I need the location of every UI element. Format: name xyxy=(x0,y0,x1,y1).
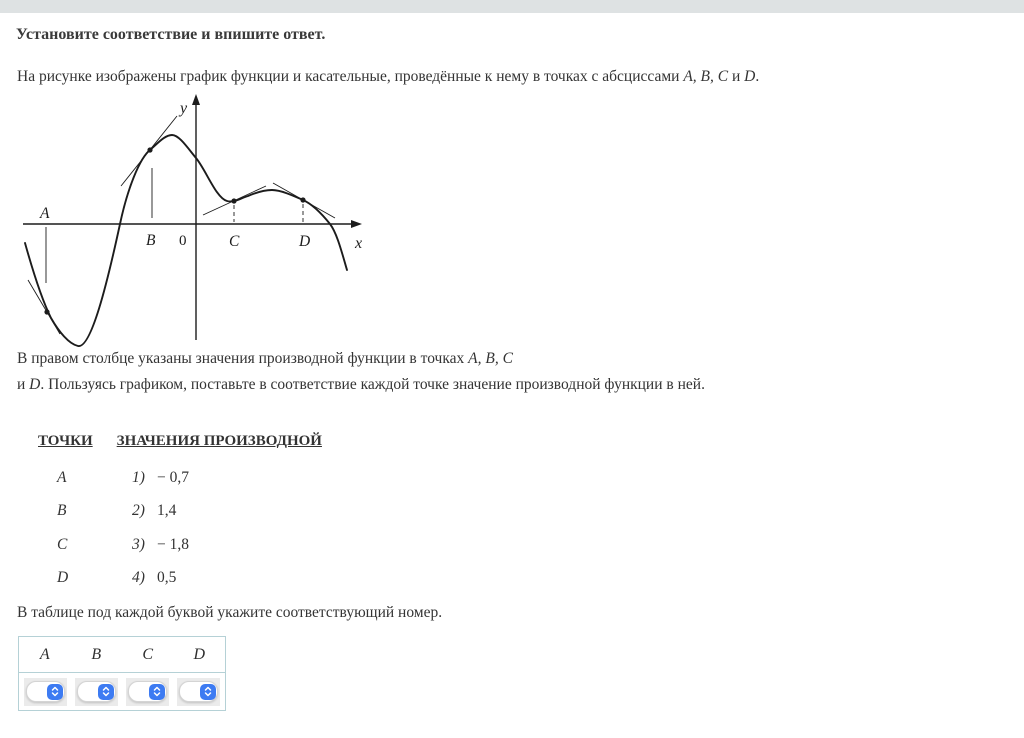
match-number: 3) xyxy=(132,536,145,553)
answer-table-header-row xyxy=(19,637,225,673)
match-value: − 0,7 xyxy=(157,469,189,486)
up-down-chevrons-icon xyxy=(102,686,110,697)
match-letter: A xyxy=(57,469,67,486)
answer-table-input-row xyxy=(19,673,225,710)
intro-text: На рисунке изображены график функции и касательные, проведённые к нему в точках с абсциссами xyxy=(17,68,684,85)
point-a-label: A xyxy=(40,205,50,222)
answer-header-d: D xyxy=(193,645,206,663)
answer-cell-a xyxy=(24,678,67,706)
up-down-chevrons-icon xyxy=(204,686,212,697)
function-graph-figure xyxy=(15,88,375,350)
origin-label: 0 xyxy=(179,233,187,249)
page-title: Установите соответствие и впишите ответ. xyxy=(16,26,326,43)
answer-header-a: A xyxy=(39,645,50,663)
answer-select-d[interactable] xyxy=(179,681,218,702)
answer-instruction: В таблице под каждой буквой укажите соответствующий номер. xyxy=(17,604,443,621)
tangent-line-a xyxy=(28,280,60,334)
point-c-dot xyxy=(231,198,236,203)
answer-cell-b xyxy=(75,678,118,706)
match-row-c xyxy=(38,536,378,556)
match-row-d xyxy=(38,569,378,589)
x-axis-label: x xyxy=(355,235,363,252)
answer-select-a[interactable] xyxy=(26,681,65,702)
match-value: 1,4 xyxy=(157,502,177,519)
match-row-b xyxy=(38,502,378,522)
stepper-button[interactable] xyxy=(47,684,63,700)
match-number: 2) xyxy=(132,502,145,519)
answer-table xyxy=(18,636,226,711)
match-number: 1) xyxy=(132,469,145,486)
match-letter: B xyxy=(57,502,67,519)
point-d-label: D xyxy=(299,233,311,250)
intro-paragraph: На рисунке изображены график функции и касательные, проведённые к нему в точках с абсциссами A, B, C и D. xyxy=(17,68,760,85)
up-down-chevrons-icon xyxy=(51,686,59,697)
up-down-chevrons-icon xyxy=(153,686,161,697)
answer-cell-c xyxy=(126,678,169,706)
stepper-button[interactable] xyxy=(200,684,216,700)
point-d-dot xyxy=(300,197,305,202)
point-b-label: B xyxy=(146,232,156,249)
match-row-a xyxy=(38,469,378,489)
task-paragraph: В правом столбце указаны значения производной функции в точках A, B, C и D. Пользуясь графиком, поставьте в соответствие каждой точке значение производной функции в ней. xyxy=(17,350,705,393)
stepper-button[interactable] xyxy=(149,684,165,700)
match-letter: D xyxy=(57,569,69,586)
answer-header-b: B xyxy=(91,645,102,663)
function-graph xyxy=(15,88,375,350)
point-a-dot xyxy=(44,309,49,314)
match-value: − 1,8 xyxy=(157,536,189,553)
match-table xyxy=(38,433,538,598)
stepper-button[interactable] xyxy=(98,684,114,700)
y-axis-label: y xyxy=(180,100,188,117)
values-column-header: ЗНАЧЕНИЯ ПРОИЗВОДНОЙ xyxy=(116,433,322,449)
y-axis-arrow-icon xyxy=(192,94,200,105)
top-strip xyxy=(0,0,1024,13)
answer-select-c[interactable] xyxy=(128,681,167,702)
match-table-header xyxy=(38,433,322,450)
answer-header-c: C xyxy=(142,645,154,663)
point-b-dot xyxy=(147,147,152,152)
x-axis-arrow-icon xyxy=(351,220,362,228)
answer-select-b[interactable] xyxy=(77,681,116,702)
match-value: 0,5 xyxy=(157,569,177,586)
match-number: 4) xyxy=(132,569,145,586)
answer-cell-d xyxy=(177,678,220,706)
intro-vars: A, B, C xyxy=(683,68,729,85)
points-column-header: ТОЧКИ xyxy=(38,433,93,449)
match-letter: C xyxy=(57,536,68,553)
point-c-label: C xyxy=(229,233,240,250)
